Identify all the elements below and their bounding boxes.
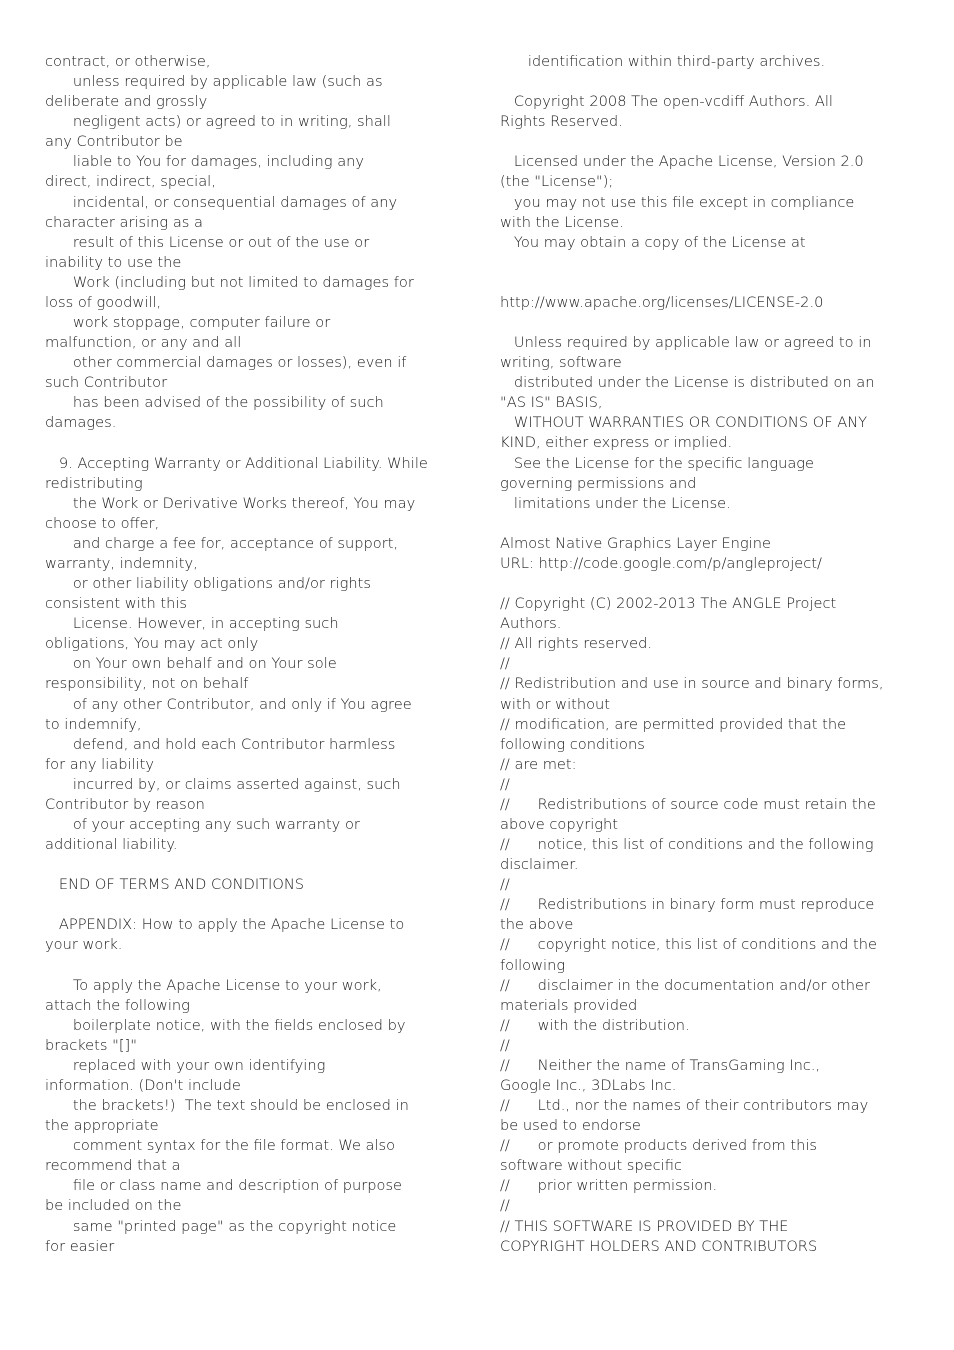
text-line: [500, 132, 910, 152]
text-line: Almost Native Graphics Layer Engine: [500, 534, 771, 552]
text-line: replaced with your own identifying: [45, 1056, 326, 1074]
text-line: be used to endorse: [500, 1117, 641, 1135]
text-line: // copyright notice, this list of conditions and the: [500, 936, 877, 954]
text-line: defend, and hold each Contributor harmless: [45, 735, 396, 753]
text-line: Unless required by applicable law or agreed to in: [500, 334, 872, 352]
text-line: [45, 956, 465, 976]
text-line: consistent with this: [45, 595, 188, 613]
text-line: disclaimer.: [500, 856, 579, 874]
text-line: materials provided: [500, 996, 638, 1014]
text-line: above copyright: [500, 815, 619, 833]
text-line: distributed under the License is distributed on an: [500, 374, 875, 392]
text-line: file or class name and description of purpose: [45, 1177, 403, 1195]
text-line: information. (Don't include: [45, 1076, 241, 1094]
text-line: any Contributor be: [45, 133, 183, 151]
text-line: [45, 433, 465, 453]
license-text-right-column: [500, 52, 910, 1257]
text-line: Rights Reserved.: [500, 113, 623, 131]
text-line: // Redistribution and use in source and binary forms,: [500, 675, 884, 693]
text-line: damages.: [45, 414, 117, 432]
text-line: has been advised of the possibility of such: [45, 394, 384, 412]
text-line: limitations under the License.: [500, 494, 731, 512]
text-line: // Ltd., nor the names of their contributors may: [500, 1097, 869, 1115]
text-line: [500, 253, 910, 273]
text-line: http://www.apache.org/licenses/LICENSE-2.0: [500, 293, 824, 311]
text-line: unless required by applicable law (such as: [45, 73, 383, 91]
text-line: attach the following: [45, 996, 190, 1014]
text-line: License. However, in accepting such: [45, 615, 339, 633]
text-line: incurred by, or claims asserted against, such: [45, 775, 401, 793]
text-line: Copyright 2008 The open-vcdiff Authors. All: [500, 93, 833, 111]
text-line: warranty, indemnity,: [45, 554, 198, 572]
text-line: [500, 514, 910, 534]
text-line: following conditions: [500, 735, 645, 753]
text-line: "AS IS" BASIS,: [500, 394, 603, 412]
license-text-left-column: [45, 52, 465, 1257]
text-line: (the "License");: [500, 173, 614, 191]
text-line: COPYRIGHT HOLDERS AND CONTRIBUTORS: [500, 1237, 818, 1255]
text-line: the above: [500, 916, 574, 934]
text-line: // modification, are permitted provided that the: [500, 715, 847, 733]
text-line: // THIS SOFTWARE IS PROVIDED BY THE: [500, 1217, 789, 1235]
text-line: //: [500, 775, 510, 793]
text-line: See the License for the specific language: [500, 454, 815, 472]
text-line: Google Inc., 3DLabs Inc.: [500, 1076, 677, 1094]
text-line: // notice, this list of conditions and the following: [500, 836, 874, 854]
text-line: following: [500, 956, 566, 974]
text-line: 9. Accepting Warranty or Additional Liability. While: [45, 454, 428, 472]
text-line: To apply the Apache License to your work,: [45, 976, 382, 994]
text-line: //: [500, 655, 510, 673]
text-line: responsibility, not on behalf: [45, 675, 249, 693]
text-line: [45, 855, 465, 875]
text-line: to indemnify,: [45, 715, 142, 733]
text-line: of any other Contributor, and only if You agree: [45, 695, 412, 713]
text-line: WITHOUT WARRANTIES OR CONDITIONS OF ANY: [500, 414, 868, 432]
text-line: URL: http://code.google.com/p/angleproject/: [500, 554, 822, 572]
text-line: you may not use this file except in compliance: [500, 193, 855, 211]
text-line: // All rights reserved.: [500, 635, 652, 653]
text-line: the Work or Derivative Works thereof, You may: [45, 494, 416, 512]
text-line: //: [500, 1197, 510, 1215]
text-line: // Redistributions in binary form must reproduce: [500, 896, 875, 914]
text-line: liable to You for damages, including any: [45, 153, 365, 171]
text-line: your work.: [45, 936, 123, 954]
text-line: writing, software: [500, 354, 622, 372]
text-line: obligations, You may act only: [45, 635, 259, 653]
text-line: [500, 313, 910, 333]
text-line: Contributor by reason: [45, 795, 205, 813]
text-line: contract, or otherwise,: [45, 53, 211, 70]
text-line: identification within third-party archives.: [500, 53, 826, 70]
text-line: loss of goodwill,: [45, 293, 162, 311]
text-line: Work (including but not limited to damages for: [45, 273, 414, 291]
text-line: inability to use the: [45, 253, 182, 271]
text-line: other commercial damages or losses), even if: [45, 354, 407, 372]
text-line: You may obtain a copy of the License at: [500, 233, 806, 251]
text-line: on Your own behalf and on Your sole: [45, 655, 337, 673]
text-line: same "printed page" as the copyright notice: [45, 1217, 397, 1235]
text-line: redistributing: [45, 474, 143, 492]
text-line: negligent acts) or agreed to in writing, shall: [45, 113, 391, 131]
text-line: software without specific: [500, 1157, 682, 1175]
text-line: with the License.: [500, 213, 624, 231]
text-line: governing permissions and: [500, 474, 697, 492]
text-line: Authors.: [500, 615, 562, 633]
text-line: for easier: [45, 1237, 115, 1255]
text-line: [500, 273, 910, 293]
text-line: Licensed under the Apache License, Version 2.0: [500, 153, 864, 171]
text-line: // are met:: [500, 755, 577, 773]
text-line: character arising as a: [45, 213, 203, 231]
text-line: //: [500, 1036, 510, 1054]
text-line: comment syntax for the file format. We also: [45, 1137, 396, 1155]
text-line: incidental, or consequential damages of any: [45, 193, 398, 211]
text-line: malfunction, or any and all: [45, 334, 242, 352]
text-line: recommend that a: [45, 1157, 181, 1175]
text-line: result of this License or out of the use or: [45, 233, 370, 251]
text-line: additional liability.: [45, 836, 178, 854]
text-line: [500, 574, 910, 594]
text-line: the appropriate: [45, 1117, 159, 1135]
text-line: work stoppage, computer failure or: [45, 314, 331, 332]
text-line: [45, 895, 465, 915]
text-line: direct, indirect, special,: [45, 173, 216, 191]
text-line: // or promote products derived from this: [500, 1137, 818, 1155]
text-line: END OF TERMS AND CONDITIONS: [45, 876, 305, 894]
text-line: //: [500, 876, 510, 894]
text-line: deliberate and grossly: [45, 93, 208, 111]
text-line: APPENDIX: How to apply the Apache License to: [45, 916, 405, 934]
text-line: [500, 72, 910, 92]
text-line: // Neither the name of TransGaming Inc.,: [500, 1056, 821, 1074]
text-line: or other liability obligations and/or rights: [45, 575, 371, 593]
text-line: with or without: [500, 695, 611, 713]
text-line: // Redistributions of source code must retain the: [500, 795, 876, 813]
text-line: brackets "[]": [45, 1036, 137, 1054]
text-line: and charge a fee for, acceptance of support,: [45, 534, 399, 552]
text-line: // Copyright (C) 2002-2013 The ANGLE Project: [500, 595, 837, 613]
text-line: such Contributor: [45, 374, 168, 392]
text-line: KIND, either express or implied.: [500, 434, 733, 452]
text-line: the brackets!) The text should be enclosed in: [45, 1097, 409, 1115]
text-line: of your accepting any such warranty or: [45, 815, 360, 833]
text-line: // prior written permission.: [500, 1177, 718, 1195]
text-line: choose to offer,: [45, 514, 160, 532]
text-line: boilerplate notice, with the fields enclosed by: [45, 1016, 406, 1034]
text-line: for any liability: [45, 755, 155, 773]
text-line: be included on the: [45, 1197, 182, 1215]
text-line: // disclaimer in the documentation and/or other: [500, 976, 871, 994]
text-line: // with the distribution.: [500, 1016, 690, 1034]
